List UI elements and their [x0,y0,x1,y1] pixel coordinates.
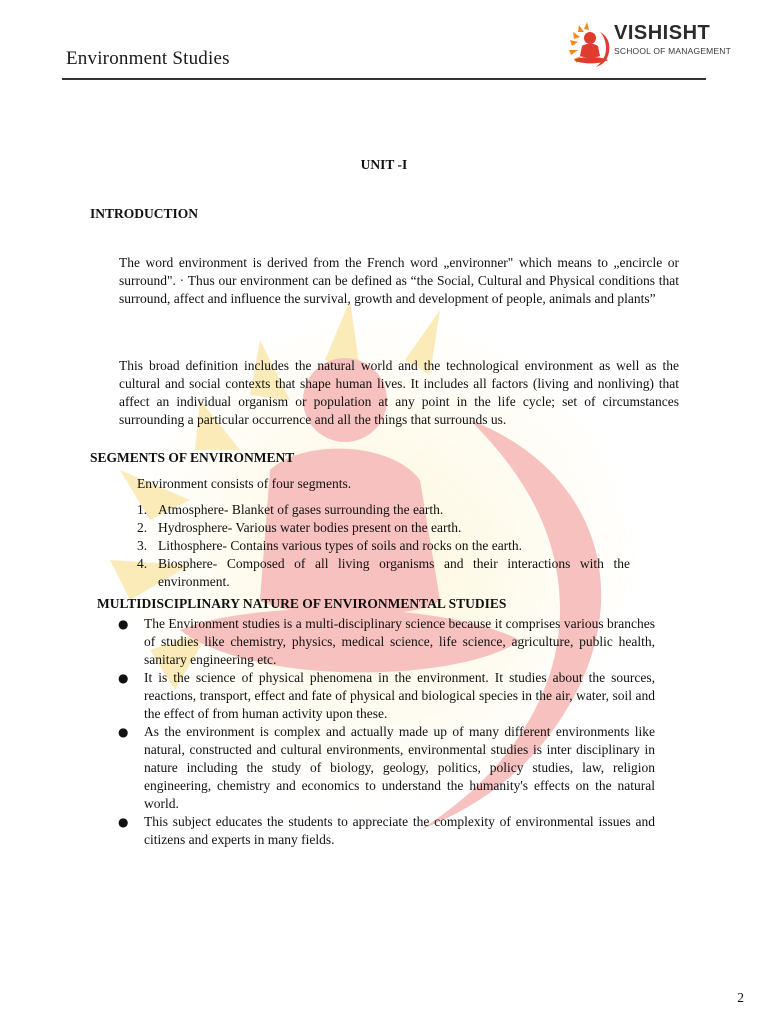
bullet-icon: ● [118,671,129,685]
segments-heading: SEGMENTS OF ENVIRONMENT [90,450,295,465]
list-number: 1. [137,502,148,517]
bullet-item [118,615,655,669]
bullet-icon: ● [118,815,129,829]
page-number: 2 [737,990,744,1005]
bullet-item [118,669,655,723]
list-item [137,555,630,591]
bullet-text: It is the science of physical phenomena in the environment. It studies about the sources, reactions, transport, effect and fate of physical and biological species in the air, water, soil and the effect of from human activity upon these. [144,670,655,721]
list-number: 2. [137,520,148,535]
unit-title: UNIT -I [360,157,408,172]
bullet-text: The Environment studies is a multi-disciplinary science because it comprises various branches of studies like chemistry, physics, medical science, life science, agriculture, public health, sanitary engineering etc. [144,616,655,667]
meditating-figure-sun-icon [566,20,614,70]
multidisciplinary-list [118,615,655,849]
logo-name: VISHISHT [614,22,711,44]
bullet-text: This subject educates the students to appreciate the complexity of environmental issues and citizens and experts in many fields. [144,814,655,847]
list-item [137,537,630,555]
bullet-icon: ● [118,617,129,631]
bullet-icon: ● [118,725,129,739]
bullet-item [118,723,655,813]
intro-paragraph-2: This broad definition includes the natural world and the technological environment as well as the cultural and social contexts that shape human lives. It includes all factors (living and nonliving) that affect an individual organism or population at any point in the life cycle; set of circumstances surrounding a particular occurrence and all the things that surrounds us. [119,358,679,427]
introduction-heading: INTRODUCTION [90,206,199,221]
segments-list [137,501,630,591]
list-number: 4. [137,556,148,571]
list-item-text: Lithosphere- Contains various types of soils and rocks on the earth. [158,538,523,553]
bullet-text: As the environment is complex and actually made up of many different environments like natural, constructed and cultural environments, environmental studies is inter disciplinary in nature including the study of biology, geology, politics, policy studies, law, religion engineering, chemistry and economics to understand the humanity's effects on the natural world. [144,724,655,811]
intro-paragraph-1: The word environment is derived from the French word „environner" which means to „encircle or surround". · Thus our environment can be defined as “the Social, Cultural and Physical conditions that surround, affect and influence the survival, growth and development of people, animals and plants” [119,255,679,306]
bullet-item [118,813,655,849]
list-number: 3. [137,538,148,553]
header-title: Environment Studies [66,48,230,69]
header-divider [62,78,706,80]
list-item-text: Hydrosphere- Various water bodies present on the earth. [158,520,462,535]
list-item [137,501,630,519]
multidisciplinary-heading: MULTIDISCIPLINARY NATURE OF ENVIRONMENTAL STUDIES [97,596,507,611]
segments-intro: Environment consists of four segments. [137,476,352,491]
list-item-text: Atmosphere- Blanket of gases surrounding the earth. [158,502,444,517]
list-item-text: Biosphere- Composed of all living organisms and their interactions with the environment. [158,556,630,589]
list-item [137,519,630,537]
logo-subtitle: SCHOOL OF MANAGEMENT [614,46,732,56]
vishisht-logo [566,18,736,72]
